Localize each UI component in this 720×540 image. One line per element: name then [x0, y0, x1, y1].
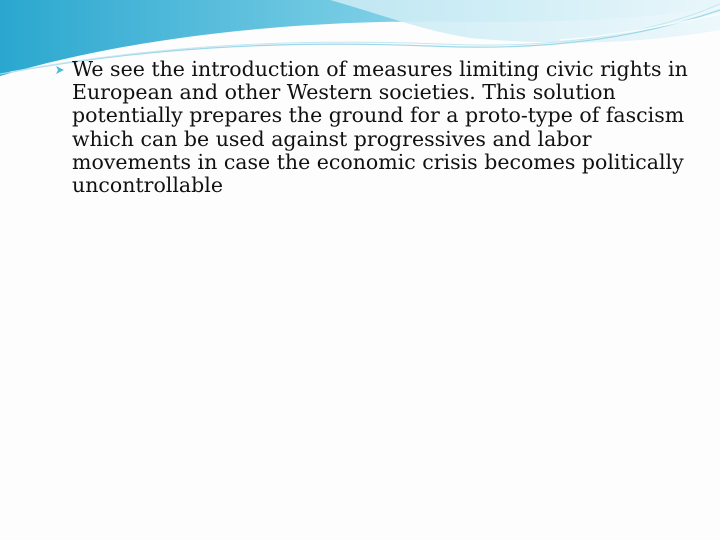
arrow-bullet-icon	[54, 64, 66, 76]
bullet-item	[52, 58, 702, 197]
bullet-text: We see the introduction of measures limiting civic rights in European and other Western societies. This solution potentially prepares the ground for a proto-type of fascism which can be used against progressives and labor movements in case the economic crisis becomes politically uncontrollable	[72, 57, 688, 198]
slide-body	[52, 58, 702, 197]
